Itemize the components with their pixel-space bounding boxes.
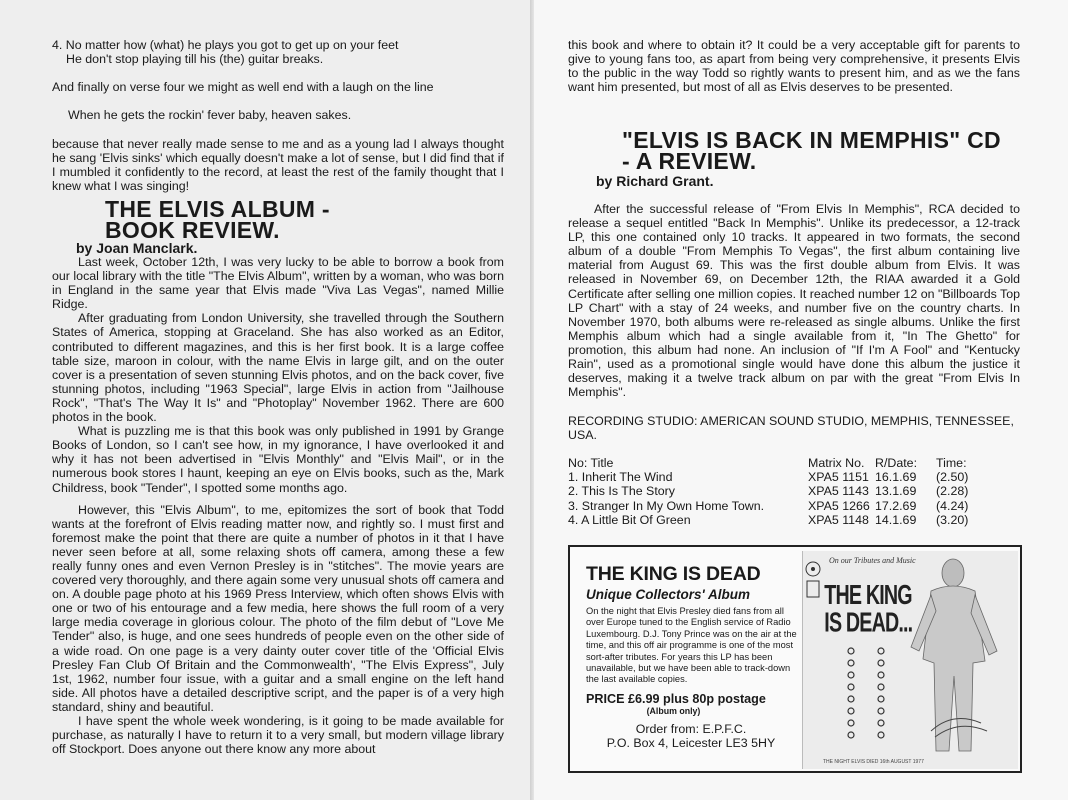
advert-price: PRICE £6.99 plus 80p postage — [586, 691, 766, 706]
matrix-no: XPA5 1143 — [808, 484, 869, 499]
verse-line: 4. No matter how (what) he plays you got to get up on your feet — [52, 38, 399, 52]
cover-title-2: IS DEAD... — [824, 607, 913, 639]
matrix-no: XPA5 1266 — [808, 498, 870, 513]
paragraph: What is puzzling me is that this book was only published in 1991 by Grange Books of London, so I can't see how, in my ignorance, I have overlooked it and why it has not been advertised in "Elvis Monthly" and "Elvis Mail", or in the numerous book stores I haunt, keeping an eye on Elvis books, such as the, Mark Childress, book "Tender", I spotted some months ago. — [52, 424, 504, 495]
table-row — [568, 513, 1038, 527]
paragraph: After graduating from London University, she travelled through the Southern States of America, stopping at Graceland. She has also worked as an Editor, contributed to different magazines, and this is her first book. It is a large coffee table size, maroon in colour, with the name Elvis in large gilt, and on the outer cover is a presentation of seven stunning Elvis photos, and on the back cover, five stunning photos, including "1963 Special", large Elvis in action from "Jailhouse Rock", "That's The Way It Is" and "Photoplay" November 1962. There are 600 photos in the book. — [52, 311, 504, 425]
advert-text — [586, 563, 804, 751]
header-cell: No: Title — [568, 456, 614, 470]
table-row — [568, 484, 1038, 498]
record-date: 13.1.69 — [875, 484, 917, 499]
track-time: (3.20) — [936, 512, 969, 527]
header-cell: R/Date: — [875, 456, 918, 470]
track-time: (2.28) — [936, 484, 969, 499]
finally-line: And finally on verse four we might as well end with a laugh on the line — [52, 80, 434, 94]
record-date: 17.2.69 — [875, 498, 917, 513]
cd-review-paragraph: After the successful release of "From Elvis In Memphis", RCA decided to release a sequel entitled "Back In Memphis". Unlike its predecessor, a 12-track LP, this one contained only 10 tracks. It appeared in two formats, the second album of a double "From Memphis To Vegas", the first album containing live material from August 69. This was the first double album from Elvis. It was released in November 69, on December 12th, the RIAA awarded it a Gold Certificate after selling one million copies. It reached number 12 on "Billboards Top LP Chart" with a stay of 24 weeks, and number five on the country charts. In November 1970, both albums were re-released as single albums. Unlike the first Memphis album which had a single available from it, "In The Ghetto" for promotion, this album had none. An inclusion of "If I'm A Fool" and "Kentucky Rain", used as a promotional single would have done this album the justice it deserves, making it a twelve track album on par with the great "From Elvis In Memphis". — [568, 202, 1020, 400]
matrix-no: XPA5 1148 — [808, 512, 869, 527]
track-time: (4.24) — [936, 498, 969, 513]
byline: by Joan Manclark. — [76, 240, 198, 256]
cover-title-1: THE KING — [824, 579, 912, 611]
advert-box — [568, 545, 1022, 773]
table-row — [568, 470, 1038, 484]
record-date: 16.1.69 — [875, 470, 917, 485]
title-line-2: - A REVIEW. — [622, 148, 757, 174]
album-cover-art — [803, 551, 1018, 769]
order-from: Order from: E.P.F.C. — [635, 721, 747, 736]
track-title: 4. A Little Bit Of Green — [568, 512, 691, 527]
advert-body: On the night that Elvis Presley died fans from all over Europe tuned to the English service of Radio Luxembourg. D.J. Tony Prince was on the air at the time, and this off air programme is one of the most sort-after tributes. For years this LP has been unavailable, but we have been able to track-down the last available copies. — [586, 606, 797, 685]
header-cell: Time: — [936, 456, 967, 470]
advert-album-only: (Album only) — [646, 705, 701, 716]
cd-review-title — [622, 127, 1042, 174]
quote-line: When he gets the rockin' fever baby, heaven sakes. — [68, 108, 352, 122]
track-title: 2. This Is The Story — [568, 484, 675, 499]
because-paragraph: because that never really made sense to me and as a young lad I always thought he sang 'Elvis sinks' which equally doesn't make a lot of sense, but I did find that if I mumbled it confidently to the record, at least the rest of the family thought that I knew what I was singing! — [52, 137, 504, 194]
verse-line: He don't stop playing till his (the) guitar breaks. — [66, 52, 324, 67]
matrix-no: XPA5 1151 — [808, 470, 869, 485]
paragraph: I have spent the whole week wondering, is it going to be made available for purchase, as naturally I have to return it to a very small, but modern village library off Stockport. Does anyone out there know any more about — [52, 714, 504, 757]
order-address: P.O. Box 4, Leicester LE3 5HY — [606, 736, 776, 751]
table-row — [568, 499, 1038, 513]
left-page — [0, 0, 530, 800]
advert-title: THE KING IS DEAD — [586, 563, 761, 585]
title-line-1: "ELVIS IS BACK IN MEMPHIS" CD — [622, 127, 1001, 153]
review-body — [52, 255, 504, 756]
record-date: 14.1.69 — [875, 512, 917, 527]
cover-footer: THE NIGHT ELVIS DIED 16th AUGUST 1977 — [823, 759, 924, 765]
book-review-title — [105, 196, 435, 243]
byline: by Richard Grant. — [596, 173, 714, 189]
title-line-1: THE ELVIS ALBUM - — [105, 196, 330, 222]
cover-tagline: On our Tributes and Music — [829, 556, 916, 565]
studio-line: RECORDING STUDIO: AMERICAN SOUND STUDIO, MEMPHIS, TENNESSEE, USA. — [568, 414, 1014, 443]
continued-paragraph: this book and where to obtain it? It could be a very acceptable gift for parents to give to young fans too, as apart from being very comprehensive, it presents Elvis to the public in the way Todd so rightly wants to present him, and as we the fans want him presented, but most of all as Elvis deserves to be presented. — [568, 38, 1020, 95]
title-line-2: BOOK REVIEW. — [105, 217, 280, 243]
advert-subtitle: Unique Collectors' Album — [586, 587, 750, 602]
table-header — [568, 456, 1038, 470]
track-table — [568, 456, 1038, 527]
album-cover-image — [802, 551, 1018, 769]
track-title: 3. Stranger In My Own Home Town. — [568, 498, 765, 513]
advert-order — [586, 722, 796, 751]
header-cell: Matrix No. — [808, 456, 865, 470]
verse-block — [52, 38, 502, 66]
track-time: (2.50) — [936, 470, 969, 485]
paragraph: Last week, October 12th, I was very lucky to be able to borrow a book from our local library with the title "The Elvis Album", written by a woman, who was born in England in the same year that Elvis made "Viva Las Vegas", named Millie Ridge. — [52, 255, 504, 312]
track-title: 1. Inherit The Wind — [568, 470, 673, 485]
paragraph: However, this "Elvis Album", to me, epitomizes the sort of book that Todd wants at the forefront of Elvis reading matter now, and rightly so. I must first and foremost make the point that there are quite a number of photos in it that I have never seen before at all, some relaxing shots off camera, among these a few really funny ones and even Vernon Presley is in "stitches". The movie years are covered very thoroughly, and there again some very unusual shots off camera and on. A double page photo at his 1969 Press Interview, which often shows Elvis with one or two of his entourage and a few media, here shows the full room of a very large media coverage in glorious colour. The photo of the film debut of "Love Me Tender" also, is huge, and one sees hundreds of people even on the other side of a wide road. On one page is a very dainty outer cover title of the 'Official Elvis Presley Fan Club Of Britain and the Commonwealth', "The Elvis Express", July 1st, 1962, number four issue, with a guitar and a small engine on the left hand side. All photos have a detailed descriptive script, and the paper is of a very high standard, shiny and beautiful. — [52, 502, 504, 714]
